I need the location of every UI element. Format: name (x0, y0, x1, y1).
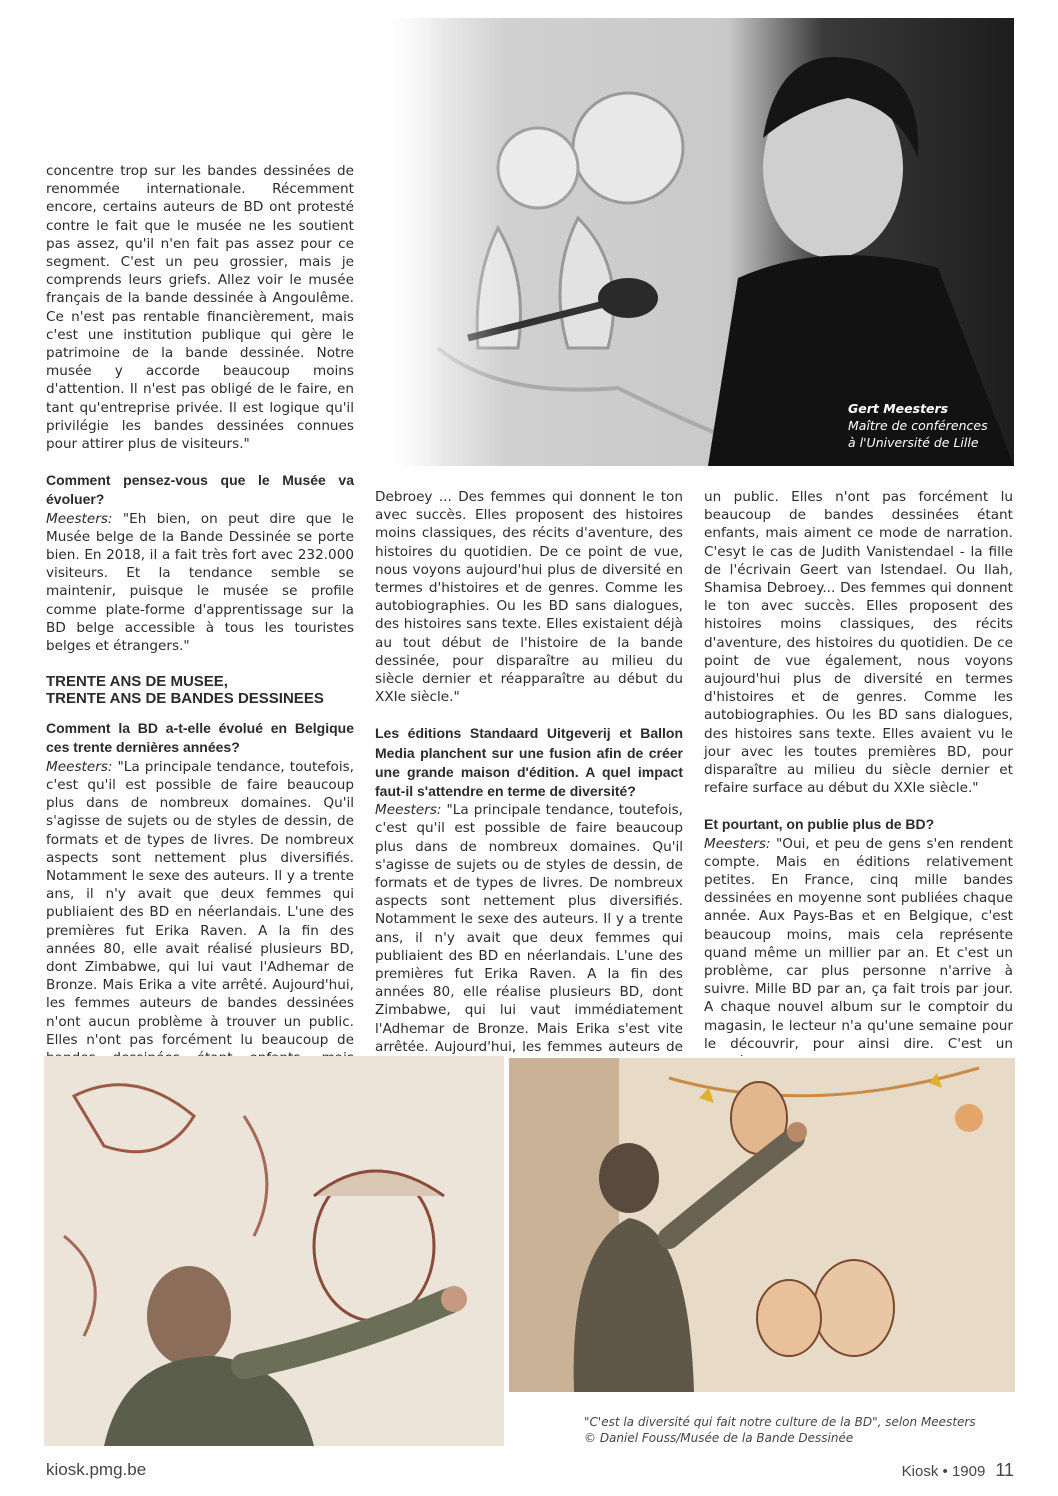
text-column-1 (46, 162, 354, 1140)
caption-line-2: © Daniel Fouss/Musée de la Bande Dessinée (584, 1431, 854, 1445)
answer: "La principale tendance, toutefois, c'est qu'il est possible de faire beaucoup plus dans de nombreux domaines. Qu'il s'agisse de sujets ou de styles de dessin, de formats et de types de livres. De nombreux aspects sont nettement plus diversifiés. Notamment le sexe des auteurs. Il y a trente ans, il n'y avait que deux femmes qui publiaient des BD en néerlandais. L'une des premières fut Erika Raven. A la fin des années 80, elle avait réalisé plusieurs BD, dont Zimbabwe, qui lui vaut l'Adhemar de Bronze. Mais Erika a vite arrêté. Aujourd'hui, les femmes auteurs de bandes dessinées n'ont aucun problème à trouver un public. Elles n'ont pas forcément lu beaucoup de (46, 758, 354, 1048)
heading-line-1: TRENTE ANS DE MUSEE, (46, 673, 228, 691)
caption-role: Maître de conférences à l'Université de Lille (848, 418, 988, 450)
answer: "La principale tendance, toutefois, c'est qu'il est possible de faire beaucoup plus dans de nombreux domaines. Qu'il s'agisse de sujets ou de styles de dessin, de formats et de types de livres. De nombreux aspects sont nettement plus diversifiés. Notamment le sexe des auteurs. Il y a trente ans, il n'y avait que deux femmes qui publiaient des BD en néerlandais. L'une des premières fut Erika Raven. A la fin des années 80, elle réalise plusieurs BD, dont Zimbabwe, qui lui vaut immédiatement l'Adhemar de Bronze. Mais Erika s'est vite arrêtée. Aujourd'hui, les femmes auteurs de (375, 802, 683, 1055)
interview-block (375, 724, 683, 1092)
speaker-label: Meesters: (46, 510, 113, 527)
heading-line-2: TRENTE ANS DE BANDES DESSINEES (46, 690, 324, 708)
mural-illustration (44, 1056, 504, 1446)
question: Comment la BD a-t-elle évolué en Belgique ces trente dernières années? (46, 720, 354, 756)
photo-caption (584, 1414, 976, 1446)
paragraph: Debroey ... Des femmes qui donnent le ton avec succès. Elles proposent des histoires moins classiques, des récits d'aventure, des histoires du quotidien. De ce point de vue, nous voyons aujourd'hui plus de diversité en termes d'histoires et de genres. Comme les autobiographies. Ou les BD sans dialogues, des histoires sans texte. Elles existaient déjà au tout début de l'histoire de la bande dessinée, pour disparaître au milieu du siècle dernier et réapparaître au début du XXIe siècle." (375, 489, 683, 706)
speaker-label: Meesters: (704, 835, 771, 852)
caption-line-1: "C'est la diversité qui fait notre culture de la BD", selon Meesters (584, 1415, 976, 1429)
caption-name: Gert Meesters (848, 401, 949, 416)
website-url[interactable]: kiosk.pmg.be (46, 1460, 147, 1479)
speaker-label: Meesters: (375, 802, 442, 819)
section-heading (46, 673, 354, 707)
paragraph: un public. Elles n'ont pas forcément lu beaucoup de bandes dessinées étant enfants, mais aiment ce mode de narration. C'esyt le cas de Judith Vanistendael - la fille de l'écrivain Geert van Istendael. Ou Ilah, Shamisa Debroey... Des femmes qui donnent le ton avec succès. Elles proposent des histoires moins classiques, des récits d'aventure, des histoires du quotidien. De ce point de vue également, nous voyons aujourd'hui plus de diversité en termes d'histoires et de genres. Comme les autobiographies. Ou les BD sans dialogues, des histoires sans texte. Elles avaient vu le jour avec les toutes premières BD, pour disparaître au milieu du siècle dernier et refaire surface au début du XXIe siècle." (704, 489, 1013, 797)
question: Les éditions Standaard Uitgeverij et Ballon Media planchent sur une fusion afin de créer une grande maison d'édition. A quel impact faut-il s'attendre en terme de diversité? (375, 725, 683, 800)
page-number: 11 (995, 1460, 1014, 1480)
speaker-label: Meesters: (46, 758, 113, 775)
answer: "Eh bien, on peut dire que le Musée belge de la Bande Dessinée se porte bien. En 2018, il a fait très fort avec 232.000 visiteurs. Et la tendance semble se maintenir, puisque le musée se profile comme plate-forme d'apprentissage sur la BD belge accessible à tous les touristes belges et étrangers." (46, 510, 354, 655)
interview-block (46, 471, 354, 655)
magazine-issue: Kiosk • 1909 (901, 1463, 986, 1480)
paragraph: concentre trop sur les bandes dessinées de renommée internationale. Récemment encore, certains auteurs de BD ont protesté contre le fait que le musée ne les soutient pas assez, qu'il n'en fait pas assez pour ce segment. C'est un peu grossier, mais je comprends leurs griefs. Allez voir le musée français de la bande dessinée à Angoulême. Ce n'est pas rentable financièrement, mais c'est une institution publique qui gère le patrimoine de la bande dessinée. Notre musée y accorde beaucoup moins d'attention. Il n'est pas obligé de le faire, en tant qu'entreprise privée. Il est logique qu'il privilégie les bandes dessinées connues pour attirer plus de visiteurs." (46, 163, 354, 453)
question: Et pourtant, on publie plus de BD? (704, 816, 935, 833)
text-column-2 (375, 488, 683, 1111)
artist-drawing-photo-right (507, 1056, 1017, 1394)
question: Comment pensez-vous que le Musée va évoluer? (46, 472, 354, 508)
photo-caption (848, 400, 998, 451)
speaker-photo (378, 18, 1014, 466)
artist-drawing-photo-left (44, 1056, 504, 1446)
mural-illustration (509, 1058, 1015, 1392)
text-column-3 (704, 488, 1013, 1126)
page-footer (902, 1460, 1014, 1481)
answer: "Oui, et peu de gens s'en rendent compte. Mais en éditions relativement petites. En France, cinq mille bandes dessinées en moyenne sont publiées chaque année. Aux Pays-Bas et en Belgique, c'est beaucoup moins, mais cela représente quand même un millier par an. Et c'est un problème, car plus personne n'arrive à suivre. Mille BD par an, ça fait trois par jour. A chaque nouvel album sur le comptoir du magasin, le lecteur n'a qu'une semaine pour le découvrir, pour ainsi dire. C'est un (704, 835, 1013, 1052)
